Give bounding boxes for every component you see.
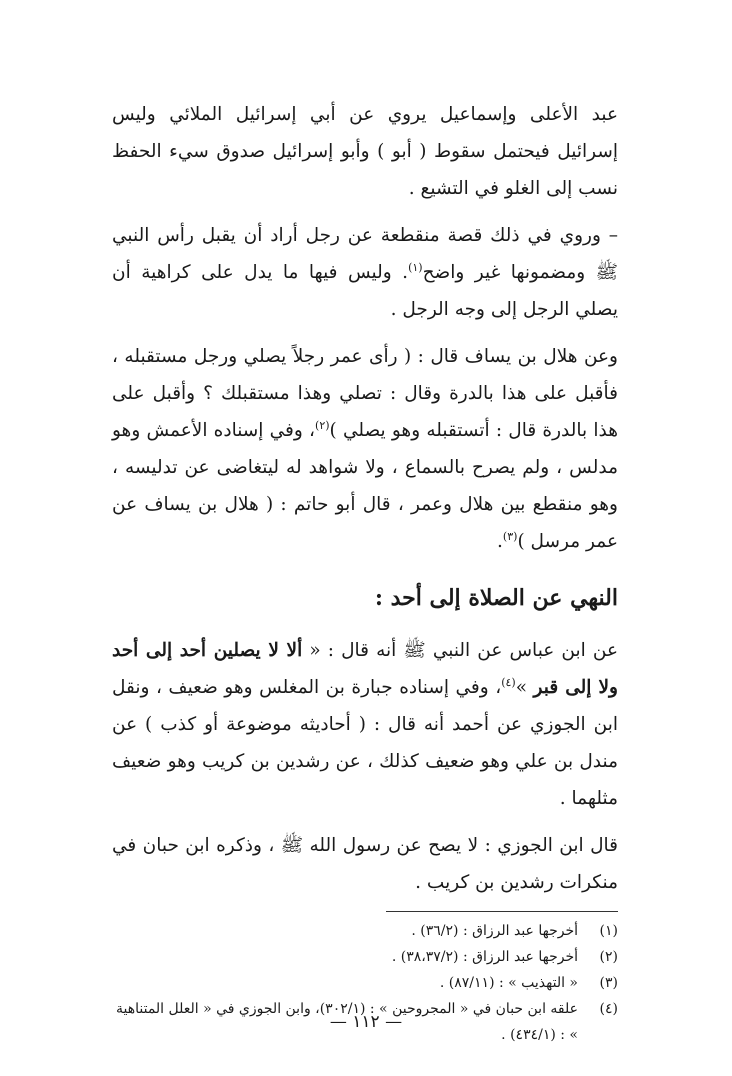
paragraph-3-text-b: ، وفي إسناده الأعمش وهو مدلس ، ولم يصرح بالسماع ، ولا شواهد له ليتغاضى عن تدليسه ، وهو منقطع بين هلال وعمر ، قال أبو حاتم : ( هلال بن يساف عن عمر مرسل ) bbox=[112, 420, 618, 552]
footnote-item bbox=[112, 944, 618, 970]
hadith-text: ألا لا يصلين أحد إلى أحد ولا إلى قبر bbox=[112, 640, 618, 698]
footnote-ref-3[interactable]: (٣) bbox=[502, 529, 518, 543]
page-number: — ١١٢ — bbox=[329, 1012, 403, 1032]
footnote-number: (٢) bbox=[599, 949, 618, 965]
footnote-ref-4[interactable]: (٤) bbox=[501, 675, 516, 689]
footnote-text: « التهذيب » : (٨٧/١١) . bbox=[439, 975, 578, 991]
section-heading: النهي عن الصلاة إلى أحد : bbox=[374, 585, 618, 611]
paragraph-3-text-c: . bbox=[497, 531, 503, 552]
paragraph-5: قال ابن الجوزي : لا يصح عن رسول الله ﷺ ، وذكره ابن حبان في منكرات رشدين بن كريب . bbox=[112, 835, 618, 893]
footnote-ref-1[interactable]: (١) bbox=[408, 260, 423, 274]
footnote-number: (١) bbox=[599, 923, 618, 939]
footnote-number: (٣) bbox=[599, 975, 618, 991]
paragraph-3 bbox=[112, 338, 618, 560]
paragraph-3-text-a: وعن هلال بن يساف قال : ( رأى عمر رجلاً يصلي ورجل مستقبله ، فأقبل على هذا بالدرة وقال : تصلي وهذا مستقبلك ؟ وأقبل على هذا بالدرة قال : أتستقبله وهو يصلي ) bbox=[112, 346, 618, 441]
footnote-ref-2[interactable]: (٢) bbox=[315, 418, 330, 432]
footnote-text: أخرجها عبد الرزاق : (٣٨،٣٧/٢) . bbox=[391, 949, 578, 965]
paragraph-2-text-b: . وليس فيها ما يدل على كراهية أن يصلي الرجل إلى وجه الرجل . bbox=[112, 262, 618, 320]
paragraph-4-text-a: عن ابن عباس عن النبي ﷺ أنه قال : « bbox=[309, 640, 618, 661]
paragraph-4-text-c: ، وفي إسناده جبارة بن المغلس وهو ضعيف ، ونقل ابن الجوزي عن أحمد أنه قال : ( أحاديثه موضوعة أو كذب ) عن مندل بن علي وهو ضعيف كذلك ، عن رشدين بن كريب وهو ضعيف مثلهما . bbox=[112, 677, 618, 809]
paragraph-4-quote-close: » bbox=[515, 677, 528, 698]
footnote-text: أخرجها عبد الرزاق : (٣٦/٢) . bbox=[411, 923, 578, 939]
paragraph-1: عبد الأعلى وإسماعيل يروي عن أبي إسرائيل الملائي وليس إسرائيل فيحتمل سقوط ( أبو ) وأبو إسرائيل صدوق سيء الحفظ نسب إلى الغلو في التشيع . bbox=[112, 104, 618, 199]
paragraph-4 bbox=[112, 632, 618, 817]
footnote-divider bbox=[386, 911, 618, 912]
footnote-item bbox=[112, 970, 618, 996]
footnote-text: علقه ابن حبان في « المجروحين » : (٣٠٢/١)، وابن الجوزي في « العلل المتناهية » : (٤٣٤/١) . bbox=[115, 1001, 578, 1043]
footnote-number: (٤) bbox=[599, 1001, 618, 1017]
footnote-item bbox=[112, 918, 618, 944]
paragraph-2 bbox=[112, 217, 618, 328]
page-body bbox=[112, 96, 618, 1048]
paragraph-2-text-a: – وروي في ذلك قصة منقطعة عن رجل أراد أن يقبل رأس النبي ﷺ ومضمونها غير واضح bbox=[112, 225, 618, 283]
